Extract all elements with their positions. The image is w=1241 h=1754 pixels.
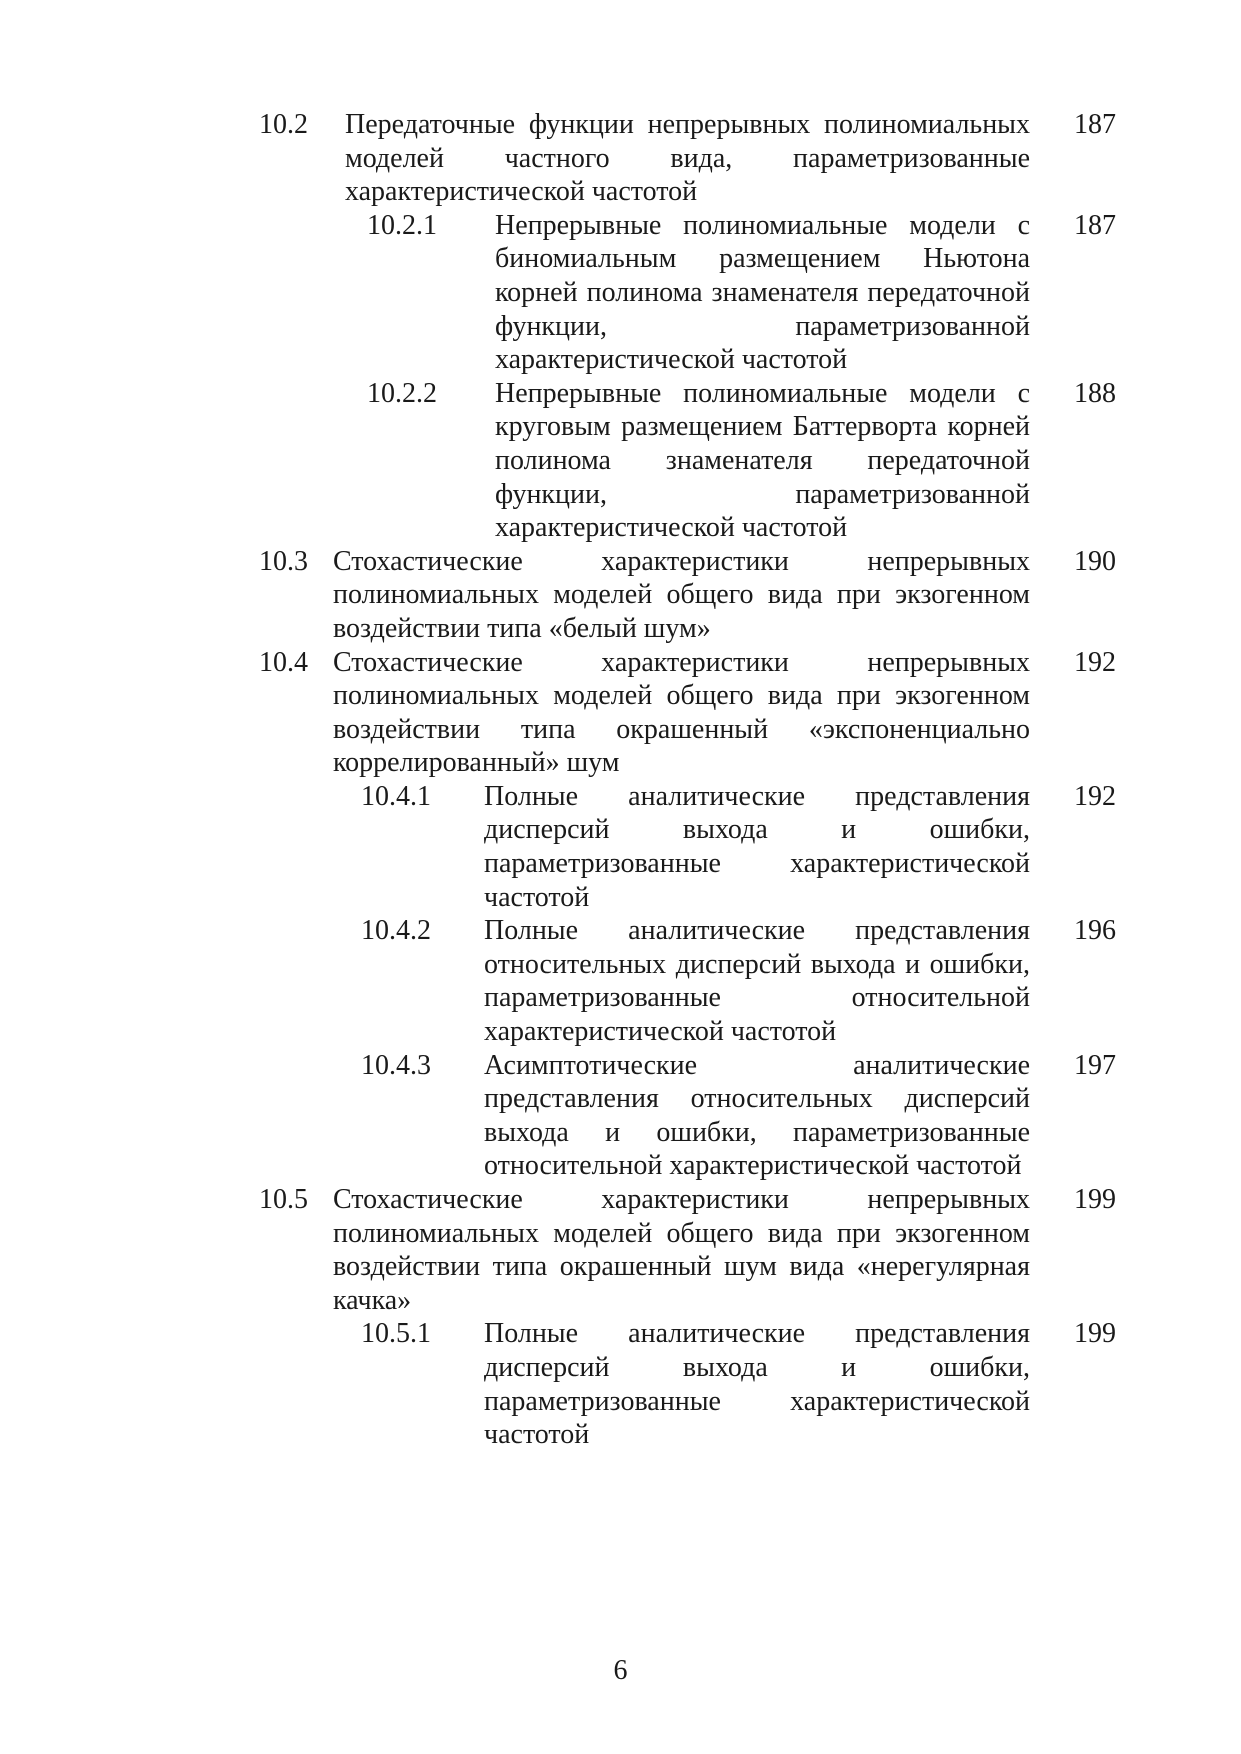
toc-entry-page: 199	[1074, 1318, 1116, 1350]
toc-entry-title: Непрерывные полиномиальные модели с круговым размещением Баттерворта корней полинома знаменателя передаточной функции, параметризованной характеристической частотой	[495, 377, 1030, 544]
toc-entry-10-4-3	[0, 1049, 1241, 1183]
toc-entry-page: 199	[1074, 1184, 1116, 1215]
toc-entry-10-4-2	[0, 914, 1241, 1048]
toc-entry-number: 10.4.2	[361, 915, 431, 947]
toc-entry-page: 196	[1074, 915, 1116, 947]
toc-entry-title: Передаточные функции непрерывных полиномиальных моделей частного вида, параметризованные характеристической частотой	[345, 109, 1030, 208]
toc-entry-number: 10.3	[259, 545, 308, 577]
toc-entry-page: 192	[1074, 646, 1116, 678]
toc-entry-page: 187	[1074, 109, 1116, 140]
toc-entry-title: Полные аналитические представления дисперсий выхода и ошибки, параметризованные характеристической частотой	[484, 780, 1030, 913]
toc-entry-10-2	[0, 108, 1241, 209]
toc-entry-title: Стохастические характеристики непрерывных полиномиальных моделей общего вида при экзогенном воздействии типа окрашенный шум вида «нерегулярная качка»	[333, 1184, 1030, 1316]
table-of-contents	[0, 108, 1241, 1452]
toc-entry-10-3	[0, 545, 1241, 646]
toc-entry-number: 10.4.3	[361, 1049, 431, 1081]
toc-entry-page: 188	[1074, 377, 1116, 409]
toc-entry-page: 197	[1074, 1049, 1116, 1081]
toc-entry-number: 10.5	[259, 1184, 308, 1215]
toc-entry-number: 10.4.1	[361, 780, 431, 812]
toc-entry-title: Полные аналитические представления дисперсий выхода и ошибки, параметризованные характеристической частотой	[484, 1318, 1030, 1451]
toc-entry-title: Полные аналитические представления относительных дисперсий выхода и ошибки, параметризованные относительной характеристической частотой	[484, 915, 1030, 1048]
toc-entry-10-4	[0, 646, 1241, 780]
toc-entry-title: Непрерывные полиномиальные модели с биномиальным размещением Ньютона корней полинома знаменателя передаточной функции, параметризованной характеристической частотой	[495, 209, 1030, 376]
toc-entry-title: Стохастические характеристики непрерывных полиномиальных моделей общего вида при экзогенном воздействии типа окрашенный «экспоненциально коррелированный» шум	[333, 646, 1030, 779]
toc-entry-10-2-2	[0, 377, 1241, 545]
toc-entry-title: Стохастические характеристики непрерывных полиномиальных моделей общего вида при экзогенном воздействии типа «белый шум»	[333, 545, 1030, 644]
toc-entry-title: Асимптотические аналитические представления относительных дисперсий выхода и ошибки, параметризованные относительной характеристической частотой	[484, 1049, 1030, 1182]
toc-entry-page: 190	[1074, 545, 1116, 577]
toc-entry-page: 192	[1074, 780, 1116, 812]
toc-entry-number: 10.4	[259, 646, 308, 678]
toc-entry-number: 10.2.2	[367, 377, 437, 409]
toc-entry-page: 187	[1074, 209, 1116, 241]
toc-entry-10-2-1	[0, 209, 1241, 377]
toc-entry-10-5	[0, 1183, 1241, 1317]
toc-entry-number: 10.2.1	[367, 209, 437, 241]
toc-entry-10-4-1	[0, 780, 1241, 914]
toc-entry-number: 10.2	[259, 109, 308, 140]
page-number: 6	[613, 1655, 628, 1686]
toc-entry-10-5-1	[0, 1317, 1241, 1451]
toc-entry-number: 10.5.1	[361, 1318, 431, 1350]
